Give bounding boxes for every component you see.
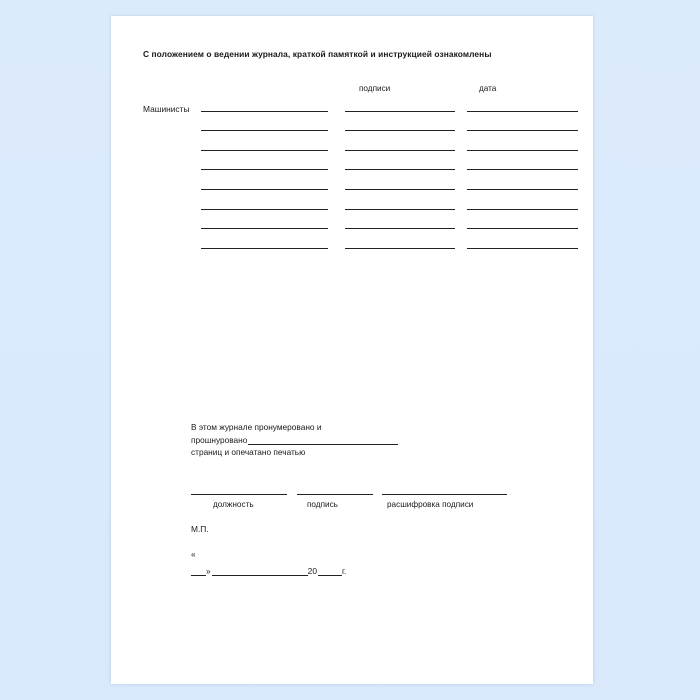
journal-note-block <box>191 421 521 459</box>
table-row[interactable] <box>201 135 561 155</box>
row-label-operators: Машинисты <box>143 104 190 114</box>
signature-field-name[interactable] <box>201 111 328 112</box>
signature-field-signature[interactable] <box>345 248 455 249</box>
signature-field[interactable] <box>297 494 373 495</box>
note-line-2 <box>191 434 521 447</box>
signature-field-signature[interactable] <box>345 228 455 229</box>
signature-field-signature[interactable] <box>345 150 455 151</box>
signature-captions <box>191 500 531 514</box>
caption-signature: подпись <box>307 500 338 509</box>
note-line-3: страниц и опечатано печатью <box>191 447 306 458</box>
year-prefix: 20 <box>307 566 317 576</box>
signature-field-name[interactable] <box>201 169 328 170</box>
year-suffix: г. <box>342 566 347 576</box>
table-row[interactable] <box>201 214 561 234</box>
decoding-field[interactable] <box>382 494 507 495</box>
signature-field-date[interactable] <box>467 130 578 131</box>
caption-decoding: расшифровка подписи <box>387 500 474 509</box>
signature-field-date[interactable] <box>467 169 578 170</box>
signature-field-name[interactable] <box>201 150 328 151</box>
signature-field-date[interactable] <box>467 209 578 210</box>
signature-field-signature[interactable] <box>345 111 455 112</box>
quote-open-mark: « <box>191 549 196 559</box>
document-title: С положением о ведении журнала, краткой памяткой и инструкцией ознакомлены <box>143 49 492 59</box>
page-count-field[interactable] <box>248 436 398 445</box>
document-sheet <box>111 16 593 684</box>
signature-field-name[interactable] <box>201 209 328 210</box>
table-row[interactable] <box>201 233 561 253</box>
signature-field-name[interactable] <box>201 228 328 229</box>
day-field[interactable] <box>191 566 206 576</box>
column-header-date: дата <box>479 84 497 93</box>
year-field[interactable] <box>318 566 342 576</box>
table-row[interactable] <box>201 96 561 116</box>
signature-field-name[interactable] <box>201 248 328 249</box>
signature-field-date[interactable] <box>467 150 578 151</box>
signature-field-signature[interactable] <box>345 130 455 131</box>
day-close-quote: » <box>206 566 211 576</box>
signature-field-name[interactable] <box>201 189 328 190</box>
caption-position: должность <box>213 500 254 509</box>
table-row[interactable] <box>201 155 561 175</box>
position-field[interactable] <box>191 494 287 495</box>
stamp-mark: М.П. <box>191 524 209 534</box>
table-row[interactable] <box>201 116 561 136</box>
column-header-signatures: подписи <box>359 84 391 93</box>
signature-table <box>201 96 561 253</box>
table-row[interactable] <box>201 194 561 214</box>
note-line-2-text: прошнуровано <box>191 434 248 445</box>
signature-field-name[interactable] <box>201 130 328 131</box>
signature-field-date[interactable] <box>467 248 578 249</box>
document-body <box>111 16 593 684</box>
note-line-1: В этом журнале пронумеровано и <box>191 422 322 432</box>
month-field[interactable] <box>212 566 308 576</box>
table-row[interactable] <box>201 174 561 194</box>
signature-field-signature[interactable] <box>345 169 455 170</box>
date-line[interactable] <box>191 566 346 576</box>
signature-field-date[interactable] <box>467 228 578 229</box>
signature-field-date[interactable] <box>467 111 578 112</box>
signature-field-signature[interactable] <box>345 189 455 190</box>
signature-field-signature[interactable] <box>345 209 455 210</box>
signature-field-date[interactable] <box>467 189 578 190</box>
